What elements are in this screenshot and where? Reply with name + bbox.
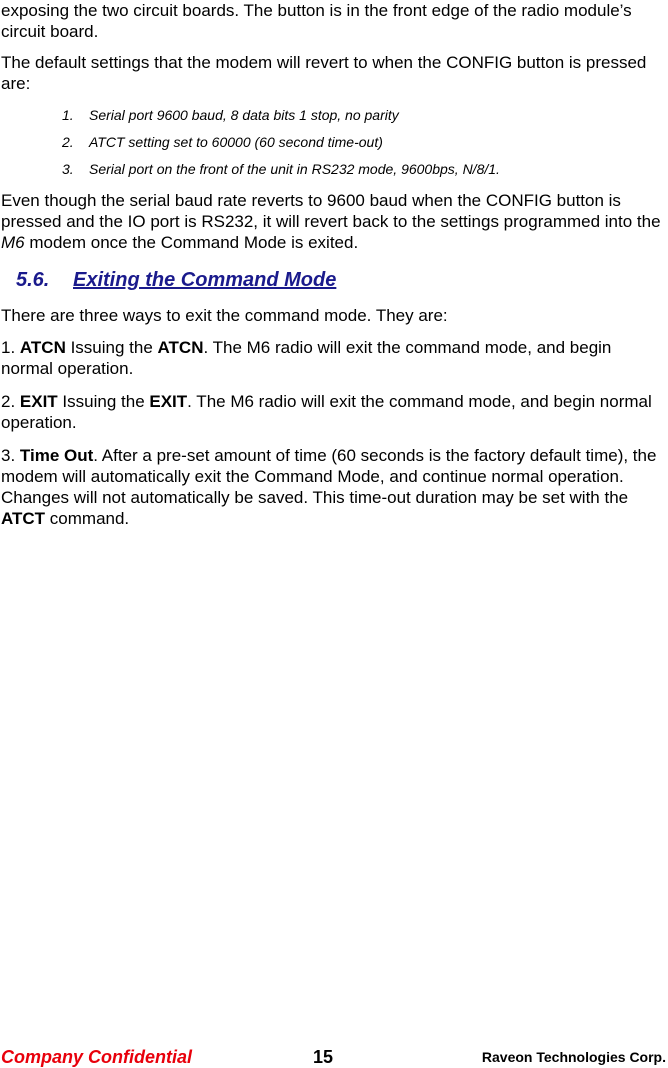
- list-number: 1.: [62, 107, 74, 123]
- item-number: 2.: [1, 392, 20, 411]
- text-run: Issuing the: [65, 338, 158, 357]
- text-run: Even though the serial baud rate reverts to 9600 baud when the CONFIG button is pressed and the IO port is RS232, it will revert back to the settings programmed into the: [1, 191, 661, 231]
- list-number: 2.: [62, 134, 74, 150]
- list-text: Serial port 9600 baud, 8 data bits 1 stop, no parity: [89, 107, 399, 123]
- exit-method-timeout: [1, 445, 665, 529]
- command-name: Time Out: [19, 446, 94, 465]
- section-title: Exiting the Command Mode: [73, 269, 337, 291]
- text-run: . The M6 radio will exit the command mode, and begin normal operation.: [1, 338, 612, 378]
- text-run: . After a pre-set amount of time (60 seconds is the factory default time), the modem will automatically exit the Command Mode, and continue normal operation. Changes will not automatically be saved. This time-out duration may be set with the: [1, 446, 657, 507]
- command-name: ATCT: [1, 509, 46, 528]
- text-run: . The M6 radio will exit the command mode, and begin normal operation.: [1, 392, 652, 432]
- text-run: modem once the Command Mode is exited.: [24, 233, 359, 252]
- section-number: 5.6.: [16, 269, 50, 291]
- command-name: ATCN: [157, 338, 204, 357]
- section-heading: [16, 268, 336, 292]
- list-text: ATCT setting set to 60000 (60 second time-out): [89, 134, 383, 150]
- footer-company: Raveon Technologies Corp.: [481, 1049, 666, 1065]
- paragraph-even-though: [1, 190, 665, 253]
- paragraph-three-ways: There are three ways to exit the command mode. They are:: [1, 306, 448, 325]
- paragraph-intro: exposing the two circuit boards. The button is in the front edge of the radio module’s circuit board.: [1, 1, 632, 41]
- exit-method-atcn: [1, 337, 665, 379]
- footer-confidential: Company Confidential: [1, 1047, 193, 1067]
- list-text: Serial port on the front of the unit in RS232 mode, 9600bps, N/8/1.: [89, 161, 500, 177]
- exit-method-exit: [1, 391, 665, 433]
- paragraph-default-settings: The default settings that the modem will revert to when the CONFIG button is pressed are:: [1, 53, 647, 93]
- command-name: EXIT: [19, 392, 58, 411]
- text-run: Issuing the: [57, 392, 150, 411]
- command-name: EXIT: [149, 392, 188, 411]
- list-number: 3.: [62, 161, 74, 177]
- text-run: command.: [45, 509, 130, 528]
- item-number: 3.: [1, 446, 20, 465]
- command-name: ATCN: [19, 338, 66, 357]
- page-number: 15: [313, 1047, 334, 1067]
- model-name: M6: [1, 233, 25, 252]
- item-number: 1.: [1, 338, 20, 357]
